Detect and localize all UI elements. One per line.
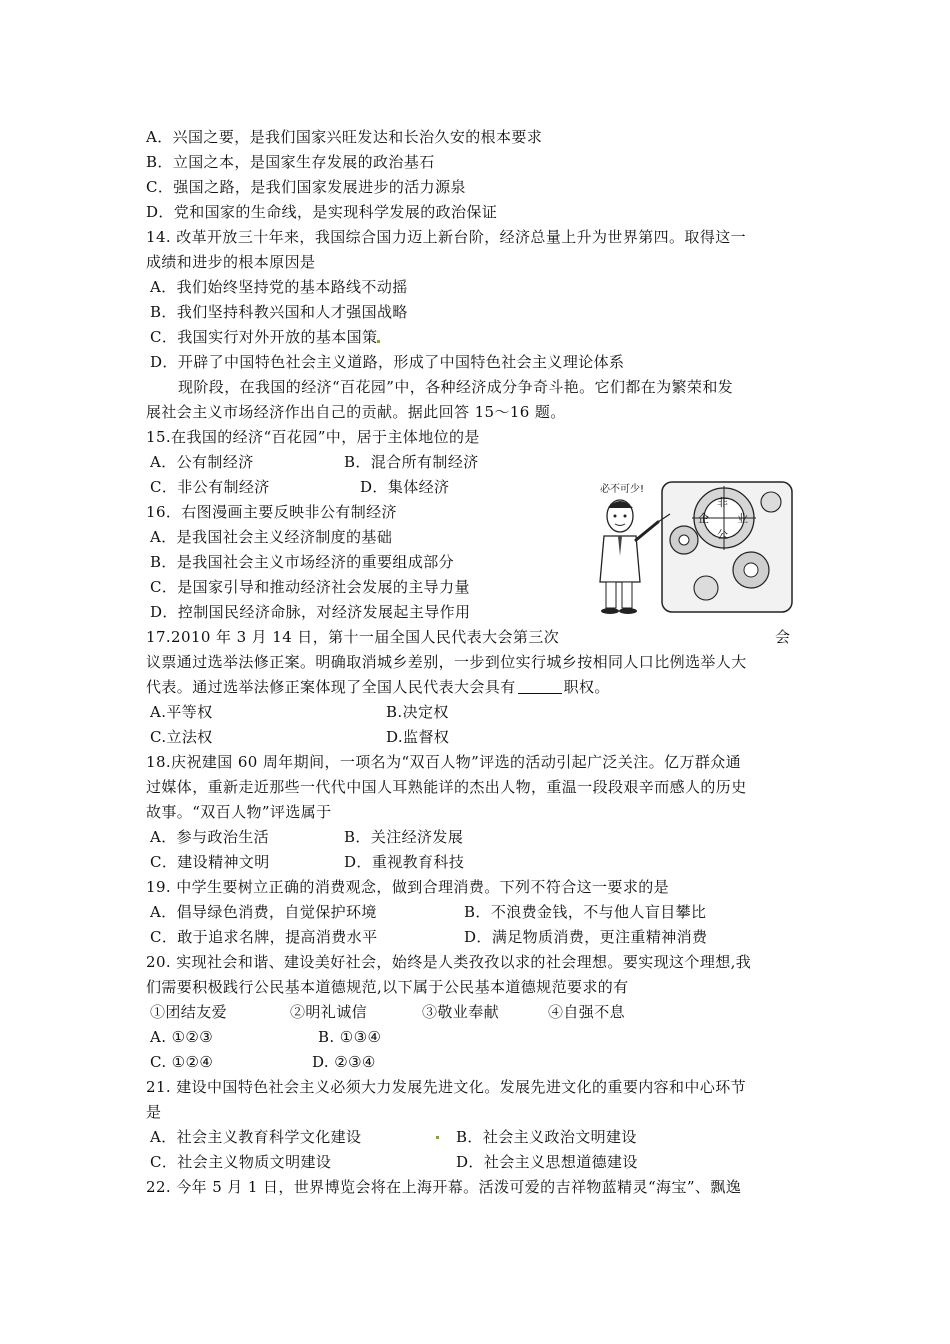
q15-stem: 15.在我国的经济“百花园”中，居于主体地位的是 [146,428,480,446]
q17-option-d: D.监督权 [386,728,450,746]
intro-15-16-line-2: 展社会主义市场经济作出自己的贡献。据此回答 15～16 题。 [146,403,566,421]
q15-option-a: A．公有制经济 [150,453,254,471]
q18-option-b: B．关注经济发展 [344,828,464,846]
left-gear-icon [670,526,698,554]
q15-option-b: B．混合所有制经济 [344,453,479,471]
gear-char-3: 企 [698,512,709,525]
q17-stem-line-1: 17.2010 年 3 月 14 日，第十一届全国人民代表大会第三次 [146,628,560,646]
scan-speck [436,1136,439,1139]
q14-option-b: B．我们坚持科教兴国和人才强国战略 [150,303,408,321]
intro-15-16-line-1: 现阶段，在我国的经济“百花园”中，各种经济成分争奇斗艳。它们都在为繁荣和发 [178,378,734,396]
q17-stem-line-3 [146,677,610,697]
q16-option-c: C．是国家引导和推动经济社会发展的主导力量 [150,578,470,596]
q21-option-d: D．社会主义思想道德建设 [456,1153,638,1171]
q19-option-c: C．敢于追求名牌，提高消费水平 [150,928,378,946]
q17-stem-line-2: 议票通过选举法修正案。明确取消城乡差别，一步到位实行城乡按相同人口比例选举人大 [146,653,747,671]
q20-item-2: ②明礼诚信 [290,1003,368,1021]
q17-stem-end: 职权。 [563,678,610,696]
q14-option-c: C．我国实行对外开放的基本国策 [150,328,378,346]
q15-option-d: D．集体经济 [360,478,450,496]
q20-option-b: B. ①③④ [318,1028,382,1046]
q16-option-d: D．控制国民经济命脉，对经济发展起主导作用 [150,603,471,621]
q18-stem-line-3: 故事。“双百人物”评选属于 [146,803,332,821]
q16-cartoon [596,478,796,618]
q13-option-c: C．强国之路，是我们国家发展进步的活力源泉 [146,178,466,196]
q19-option-d: D．满足物质消费，更注重精神消费 [464,928,708,946]
speech-text: 必不可少! [600,484,645,495]
q19-stem: 19. 中学生要树立正确的消费观念，做到合理消费。下列不符合这一要求的是 [146,878,670,896]
q16-stem: 16．右图漫画主要反映非公有制经济 [146,503,397,521]
q17-option-b: B.决定权 [386,703,449,721]
q17-option-c: C.立法权 [150,728,213,746]
q21-option-b: B．社会主义政治文明建设 [456,1128,637,1146]
gear-char-1: 非 [717,496,728,509]
q19-option-a: A．倡导绿色消费，自觉保护环境 [150,903,377,921]
q21-stem-line-1: 21. 建设中国特色社会主义必须大力发展先进文化。发展先进文化的重要内容和中心环节 [146,1078,747,1096]
q13-option-b: B．立国之本，是国家生存发展的政治基石 [146,153,435,171]
q20-option-a: A. ①②③ [150,1028,214,1046]
q20-stem-line-2: 们需要积极践行公民基本道德规范,以下属于公民基本道德规范要求的有 [146,978,629,996]
q18-stem-line-1: 18.庆祝建国 60 周年期间，一项名为“双百人物”评选的活动引起广泛关注。亿万群众通 [146,753,742,771]
q17-option-a: A.平等权 [150,703,213,721]
q14-stem-line-1: 14. 改革开放三十年来，我国综合国力迈上新台阶，经济总量上升为世界第四。取得这一 [146,228,747,246]
q20-item-4: ④自强不息 [548,1003,626,1021]
q20-stem-line-1: 20. 实现社会和谐、建设美好社会，始终是人类孜孜以求的社会理想。要实现这个理想,我 [146,953,752,971]
q18-option-d: D．重视教育科技 [344,853,465,871]
q14-option-a: A．我们始终坚持党的基本路线不动摇 [150,278,408,296]
scan-speck [377,340,380,343]
q21-option-c: C．社会主义物质文明建设 [150,1153,332,1171]
q18-option-c: C．建设精神文明 [150,853,270,871]
q13-option-d: D．党和国家的生命线，是实现科学发展的政治保证 [146,203,498,221]
q20-option-c: C. ①②④ [150,1053,214,1071]
q19-option-b: B．不浪费金钱，不与他人盲目攀比 [464,903,707,921]
q20-option-d: D. ②③④ [312,1053,376,1071]
q16-option-a: A．是我国社会主义经济制度的基础 [150,528,393,546]
q18-option-a: A．参与政治生活 [150,828,270,846]
q21-option-a: A．社会主义教育科学文化建设 [150,1128,362,1146]
q17-stem-text: 代表。通过选举法修正案体现了全国人民代表大会具有 [146,678,516,696]
cartoon-illustration [596,478,796,618]
q13-option-a: A．兴国之要，是我们国家兴旺发达和长治久安的根本要求 [146,128,543,146]
lower-gear-icon [733,552,769,588]
q21-stem-line-2: 是 [146,1103,162,1121]
q16-option-b: B．是我国社会主义市场经济的重要组成部分 [150,553,455,571]
gear-char-4: 业 [737,512,748,525]
q15-option-c: C．非公有制经济 [150,478,270,496]
q20-item-1: ①团结友爱 [150,1003,228,1021]
q18-stem-line-2: 过媒体，重新走近那些一代代中国人耳熟能详的杰出人物，重温一段段艰辛而感人的历史 [146,778,747,796]
q20-item-3: ③敬业奉献 [422,1003,500,1021]
q14-stem-line-2: 成绩和进步的根本原因是 [146,253,316,271]
q14-option-d: D．开辟了中国特色社会主义道路，形成了中国特色社会主义理论体系 [150,353,625,371]
answer-blank [518,679,562,694]
q17-stem-line-1-end: 会 [775,628,791,646]
gear-char-2: 公 [717,528,728,541]
man-figure-icon [600,500,670,614]
q22-stem-line-1: 22. 今年 5 月 1 日，世界博览会将在上海开幕。活泼可爱的吉祥物蓝精灵“海宝”、飘逸 [146,1178,742,1196]
